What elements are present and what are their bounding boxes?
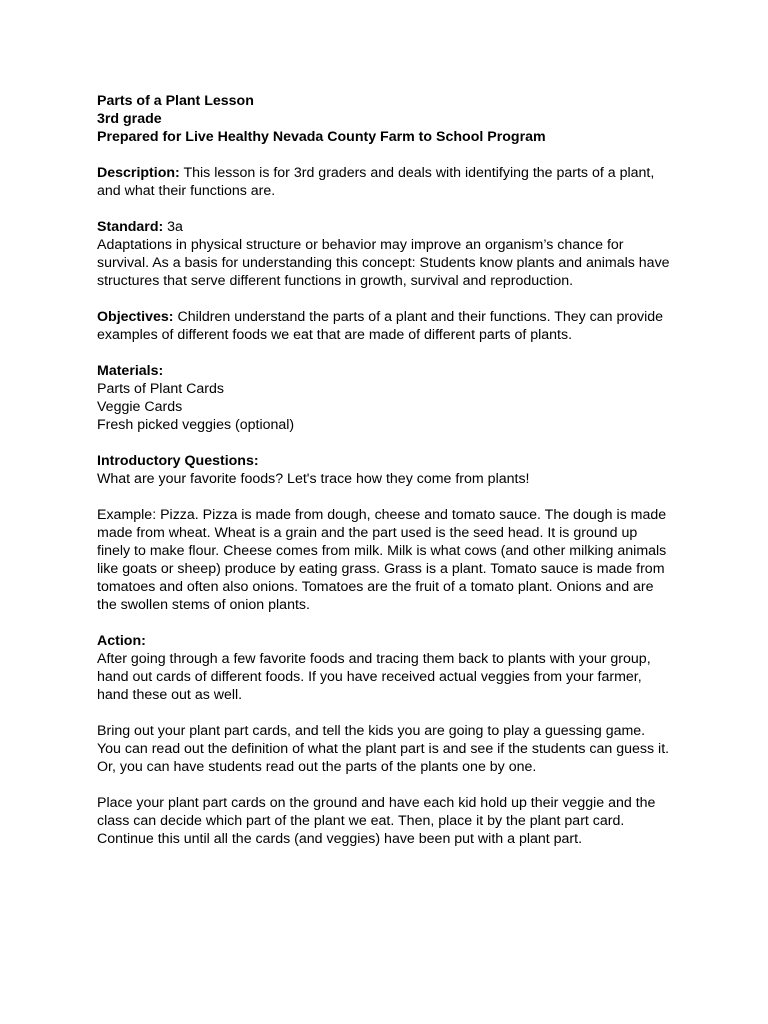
objectives-text: Children understand the parts of a plant and their functions. They can provide examples of different foods we eat that are made of different parts of plants. [97, 309, 664, 343]
introductory-questions-section [97, 452, 672, 488]
materials-item: Parts of Plant Cards [97, 381, 224, 397]
action-section [97, 632, 672, 848]
action-paragraph: Place your plant part cards on the ground and have each kid hold up their veggie and the class can decide which part of the plant we eat. Then, place it by the plant part card. Continue this until all the cards (and veggies) have been put with a plant part. [97, 795, 656, 847]
introductory-questions-label: Introductory Questions: [97, 453, 259, 469]
description-section [97, 164, 672, 200]
document-page [97, 92, 672, 866]
materials-section [97, 362, 672, 434]
description-label: Description: [97, 165, 180, 181]
document-title: Parts of a Plant Lesson [97, 93, 254, 109]
action-label: Action: [97, 633, 146, 649]
standard-label: Standard: [97, 219, 164, 235]
action-paragraph: After going through a few favorite foods and tracing them back to plants with your group, hand out cards of different foods. If you have received actual veggies from your farmer, hand these out as well. [97, 651, 651, 703]
introductory-questions-text: What are your favorite foods? Let's trace how they come from plants! [97, 471, 530, 487]
objectives-label: Objectives: [97, 309, 174, 325]
objectives-section [97, 308, 672, 344]
materials-item: Fresh picked veggies (optional) [97, 417, 295, 433]
prepared-for: Prepared for Live Healthy Nevada County Farm to School Program [97, 129, 546, 145]
standard-code: 3a [167, 219, 183, 235]
action-paragraph: Bring out your plant part cards, and tell the kids you are going to play a guessing game. You can read out the definition of what the plant part is and see if the students can guess it. Or, you can have students read out the parts of the plants one by one. [97, 723, 670, 775]
example-text: Example: Pizza. Pizza is made from dough, cheese and tomato sauce. The dough is made made from wheat. Wheat is a grain and the part used is the seed head. It is ground up finely to make flour. Cheese comes from milk. Milk is what cows (and other milking animals like goats or sheep) produce by eating grass. Grass is a plant. Tomato sauce is made from tomatoes and often also onions. Tomatoes are the fruit of a tomato plant. Onions and are the swollen stems of onion plants. [97, 507, 667, 613]
standard-text: Adaptations in physical structure or behavior may improve an organism’s chance for survival. As a basis for understanding this concept: Students know plants and animals have structures that serve different functions in growth, survival and reproduction. [97, 237, 670, 289]
materials-label: Materials: [97, 363, 164, 379]
example-section [97, 506, 672, 614]
grade-level: 3rd grade [97, 111, 162, 127]
description-text: This lesson is for 3rd graders and deals with identifying the parts of a plant, and what their functions are. [97, 165, 655, 199]
title-block [97, 92, 672, 146]
materials-item: Veggie Cards [97, 399, 183, 415]
standard-section [97, 218, 672, 290]
